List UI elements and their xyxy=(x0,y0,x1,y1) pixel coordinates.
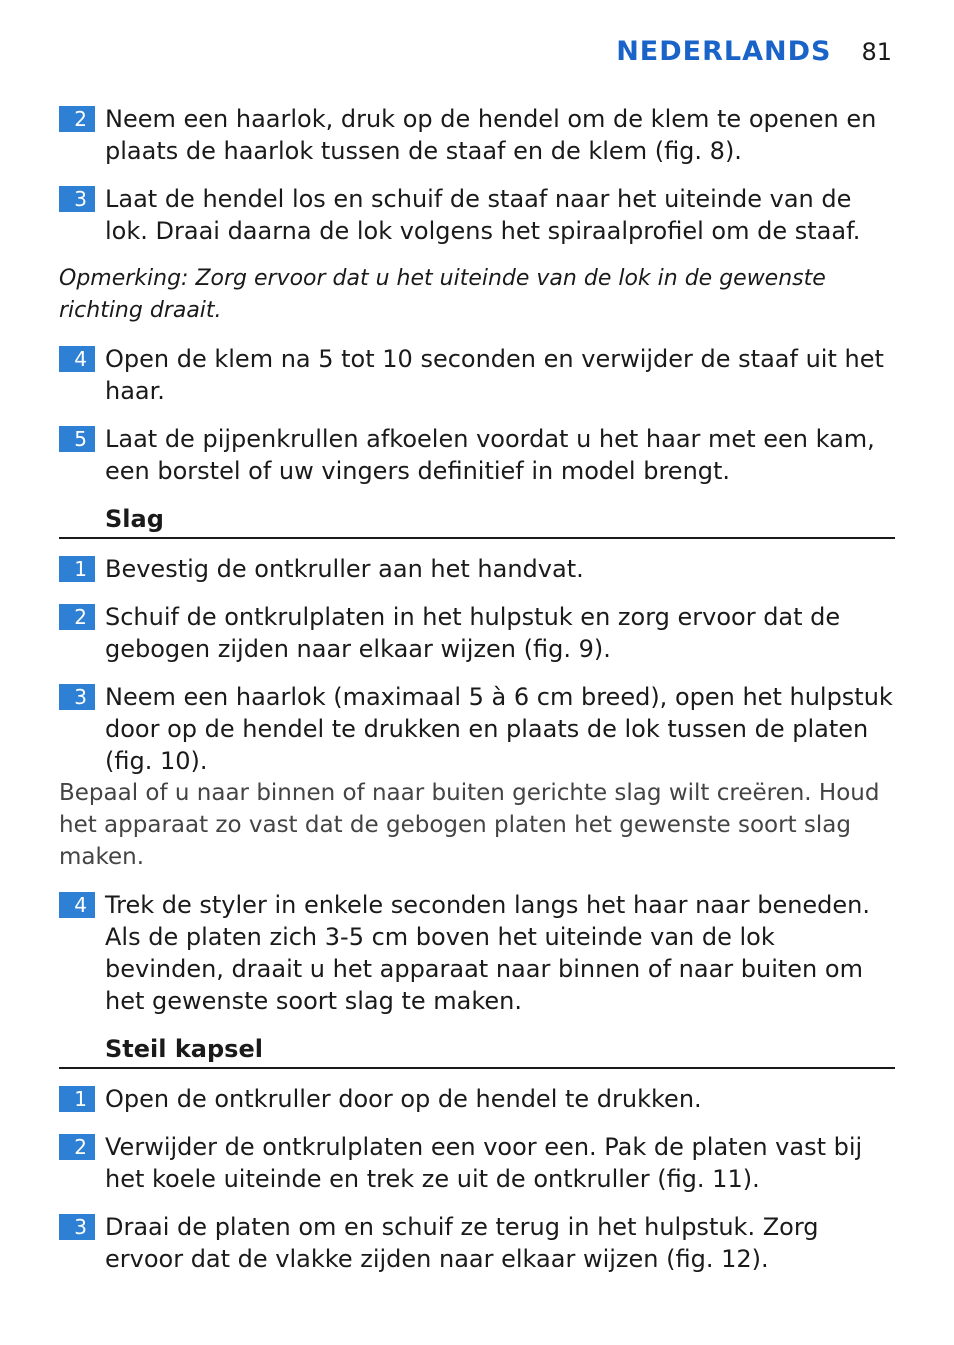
page-header xyxy=(616,36,892,67)
step-item xyxy=(59,1083,895,1115)
step-item xyxy=(59,889,895,1017)
step-text: Bevestig de ontkruller aan het handvat. xyxy=(105,555,584,583)
step-item xyxy=(59,1211,895,1275)
step-number: 3 xyxy=(59,684,95,710)
step-text: Neem een haarlok (maximaal 5 à 6 cm breed), open het hulpstuk door op de hendel te drukken en plaats de lok tussen de platen (fig. 10). xyxy=(105,683,893,775)
step-item xyxy=(59,681,895,777)
step-number: 2 xyxy=(59,106,95,132)
step-text: Draai de platen om en schuif ze terug in het hulpstuk. Zorg ervoor dat de vlakke zijden naar elkaar wijzen (fig. 12). xyxy=(105,1213,819,1273)
step-text: Verwijder de ontkrulplaten een voor een. Pak de platen vast bij het koele uiteinde en trek ze uit de ontkruller (fig. 11). xyxy=(105,1133,863,1193)
step-item xyxy=(59,553,895,585)
step-item xyxy=(59,103,895,167)
step-text: Open de ontkruller door op de hendel te drukken. xyxy=(105,1085,702,1113)
step-number: 3 xyxy=(59,186,95,212)
section-heading-slag: Slag xyxy=(59,503,895,539)
step-number: 4 xyxy=(59,892,95,918)
step-number: 2 xyxy=(59,604,95,630)
page-content xyxy=(59,103,895,1291)
step-item xyxy=(59,423,895,487)
language-label: NEDERLANDS xyxy=(616,36,832,67)
step-text: Neem een haarlok, druk op de hendel om de klem te openen en plaats de haarlok tussen de staaf en de klem (fig. 8). xyxy=(105,105,877,165)
step-text: Laat de pijpenkrullen afkoelen voordat u het haar met een kam, een borstel of uw vingers definitief in model brengt. xyxy=(105,425,875,485)
step-text: Schuif de ontkrulplaten in het hulpstuk en zorg ervoor dat de gebogen zijden naar elkaar wijzen (fig. 9). xyxy=(105,603,841,663)
step-number: 1 xyxy=(59,556,95,582)
step-text: Open de klem na 5 tot 10 seconden en verwijder de staaf uit het haar. xyxy=(105,345,884,405)
step-item xyxy=(59,601,895,665)
step-text: Trek de styler in enkele seconden langs het haar naar beneden. Als de platen zich 3-5 cm boven het uiteinde van de lok bevinden, draait u het apparaat naar binnen of naar buiten om het gewenste soort slag te maken. xyxy=(105,891,871,1015)
page-number: 81 xyxy=(861,38,892,66)
info-text: Bepaal of u naar binnen of naar buiten gerichte slag wilt creëren. Houd het apparaat zo vast dat de gebogen platen het gewenste soort slag maken. xyxy=(59,780,880,870)
step-number: 1 xyxy=(59,1086,95,1112)
step-number: 2 xyxy=(59,1134,95,1160)
step-number: 4 xyxy=(59,346,95,372)
step-item xyxy=(59,1131,895,1195)
step-item xyxy=(59,183,895,247)
step-number: 3 xyxy=(59,1214,95,1240)
step-text: Laat de hendel los en schuif de staaf naar het uiteinde van de lok. Draai daarna de lok volgens het spiraalprofiel om de staaf. xyxy=(105,185,861,245)
section-heading-steil-kapsel: Steil kapsel xyxy=(59,1033,895,1069)
step-item xyxy=(59,343,895,407)
step-number: 5 xyxy=(59,426,95,452)
note-text: Opmerking: Zorg ervoor dat u het uiteinde van de lok in de gewenste richting draait. xyxy=(59,266,826,323)
